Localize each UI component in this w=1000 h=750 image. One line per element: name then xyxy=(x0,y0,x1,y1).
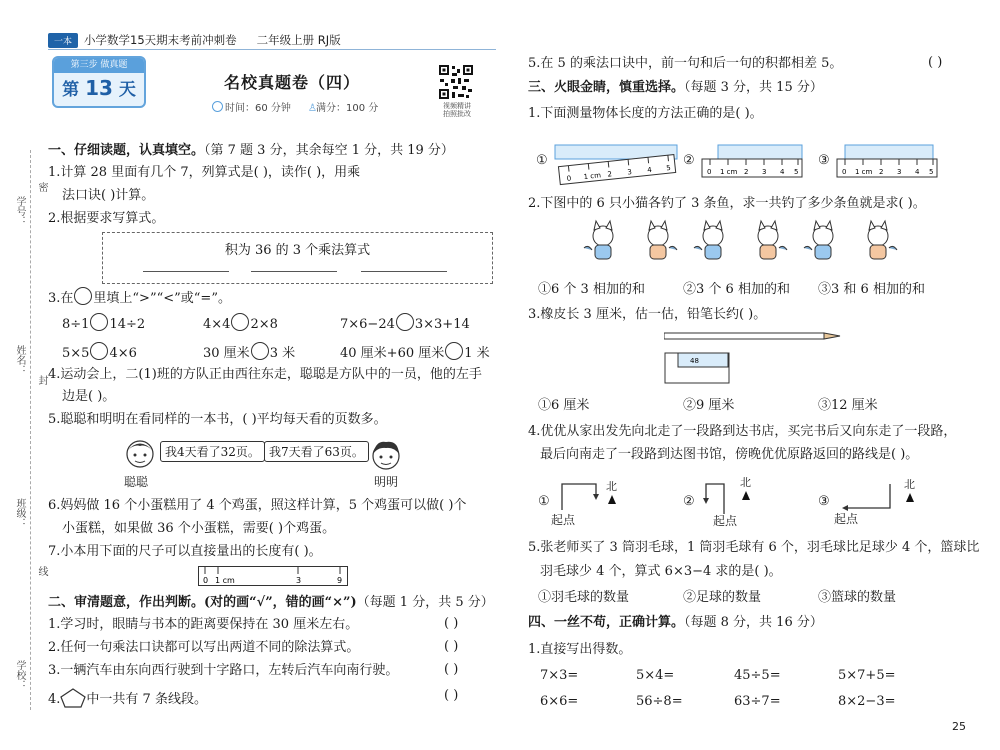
calc-item[interactable]: 5×7+5= xyxy=(838,668,896,683)
name-congcong: 聪聪 xyxy=(124,475,149,489)
compare-circle[interactable] xyxy=(396,313,414,331)
score-text: 满分：100 分 xyxy=(316,103,379,114)
s3-q3-opt2[interactable]: ②9 厘米 xyxy=(683,398,735,413)
day-suffix: 天 xyxy=(118,80,136,100)
speech-bubble-congcong: 我4天看了32页。 xyxy=(160,441,265,462)
north-text: 北 xyxy=(740,476,751,489)
north-arrow-icon xyxy=(906,493,914,502)
expr: 1 米 xyxy=(464,346,490,361)
step-label: 第三步 做真题 xyxy=(54,58,144,73)
route-opt-2-label[interactable]: ② xyxy=(683,494,695,509)
q2-answer-box xyxy=(102,232,493,284)
grade-label: 二年级上册 RJ版 xyxy=(256,33,341,47)
compare-circle[interactable] xyxy=(90,313,108,331)
s1-q4-line2: 边是( )。 xyxy=(62,389,116,404)
qr-caption-line2: 拍照批改 xyxy=(443,110,471,118)
s1-q2: 2.根据要求写算式。 xyxy=(48,211,165,226)
series-title: 小学数学15天期末考前冲刺卷 xyxy=(84,33,237,47)
q2-box-caption: 积为 36 的 3 个乘法算式 xyxy=(224,243,371,258)
judge-answer-4[interactable]: ( ) xyxy=(444,688,459,703)
ruler-measure-option-3[interactable] xyxy=(835,133,939,187)
calc-item[interactable]: 5×4= xyxy=(636,668,675,683)
cat-icon xyxy=(584,221,613,259)
feng-mark: 封 xyxy=(36,375,47,385)
s1-q5: 5.聪聪和明明在看同样的一本书，( )平均每天看的页数多。 xyxy=(48,412,387,427)
tick: 0 xyxy=(842,168,847,176)
section4-title: 四、一丝不苟，正确计算。 xyxy=(528,615,685,630)
tick: 2 xyxy=(879,168,884,176)
tick: 1 cm xyxy=(720,168,738,176)
score-meta xyxy=(308,99,378,114)
tick: 0 xyxy=(707,168,712,176)
compare-circle[interactable] xyxy=(445,342,463,360)
q3-row2-c xyxy=(340,342,490,362)
side-label-school: 学校： xyxy=(14,660,25,690)
judge-answer-5[interactable]: ( ) xyxy=(928,55,943,70)
brand-logo: 一本 xyxy=(48,33,78,48)
speech-bubble-mingming: 我7天看了63页。 xyxy=(264,441,369,462)
s2-q4 xyxy=(48,688,207,708)
expr: 30 厘米 xyxy=(203,346,250,361)
opt-1-label[interactable]: ① xyxy=(536,153,548,168)
judge-answer-2[interactable]: ( ) xyxy=(444,639,459,654)
expr: 2×8 xyxy=(250,317,278,332)
ruler-measure-option-2[interactable] xyxy=(700,133,804,187)
route-opt-1-label[interactable]: ① xyxy=(538,494,550,509)
s3-q3: 3.橡皮长 3 厘米，估一估，铅笔长约( )。 xyxy=(528,307,767,322)
binding-dashed-line xyxy=(30,150,31,710)
q3-row2-b xyxy=(203,342,295,362)
expr: 3 米 xyxy=(269,346,296,361)
start-label-1: 起点 xyxy=(551,513,576,527)
route-opt-3-label[interactable]: ③ xyxy=(818,494,830,509)
tick: 4 xyxy=(646,165,653,175)
s3-q3-opt3[interactable]: ③12 厘米 xyxy=(818,398,878,413)
q3-row1-a xyxy=(62,313,145,333)
day-label xyxy=(54,75,144,100)
section1-score: （第 7 题 3 分，其余每空 1 分，共 19 分） xyxy=(204,143,454,158)
s3-q4-line1: 4.优优从家出发先向北走了一段路到达书店，买完书后又向东走了一段路， xyxy=(528,424,957,439)
s3-q2-opt2[interactable]: ②3 个 6 相加的和 xyxy=(683,282,790,297)
s2-q2: 2.任何一句乘法口诀都可以写出两道不同的除法算式。 xyxy=(48,640,360,655)
section2-score: （每题 1 分，共 5 分） xyxy=(356,595,494,610)
expr: 8÷1 xyxy=(62,317,90,332)
section2-note: (对的画“√”，错的画“×”) xyxy=(204,595,357,610)
tick: 3 xyxy=(627,168,633,177)
calc-item[interactable]: 8×2−3= xyxy=(838,694,896,709)
time-meta xyxy=(212,99,291,114)
s3-q3-opt1[interactable]: ①6 厘米 xyxy=(538,398,590,413)
cat-icon xyxy=(804,221,833,259)
expr: 4×4 xyxy=(203,317,231,332)
s2-q3: 3.一辆汽车由东向西行驶到十字路口，左转后汽车向南行驶。 xyxy=(48,663,399,678)
start-label-2: 起点 xyxy=(713,514,738,528)
section3-heading xyxy=(528,80,823,96)
s3-q5-line2: 羽毛球少 4 个，算式 6×3−4 求的是( )。 xyxy=(540,564,782,579)
section2-title: 二、审清题意，作出判断。 xyxy=(48,595,205,610)
tick: 0 xyxy=(566,174,572,183)
s1-q6-line1: 6.妈妈做 16 个小蛋糕用了 4 个鸡蛋，照这样计算，5 个鸡蛋可以做( )个 xyxy=(48,498,467,513)
cat-icon xyxy=(868,221,897,259)
cat-icon xyxy=(648,221,677,259)
seal-mark: 密 xyxy=(36,182,47,192)
calc-item[interactable]: 45÷5= xyxy=(734,668,781,683)
pentagon-icon xyxy=(60,688,86,708)
s3-q5-opt2[interactable]: ②足球的数量 xyxy=(683,590,762,605)
header-rule xyxy=(48,49,496,50)
s2-q1: 1.学习时，眼睛与书本的距离要保持在 30 厘米左右。 xyxy=(48,617,359,632)
s1-q1-line1: 1.计算 28 里面有几个 7，列算式是( )，读作( )，用乘 xyxy=(48,165,361,180)
exam-title: 名校真题卷（四） xyxy=(224,73,361,92)
route-option-3[interactable] xyxy=(838,480,898,514)
section2-heading xyxy=(48,595,494,611)
section4-heading xyxy=(528,615,823,631)
expr: 40 厘米+60 厘米 xyxy=(340,346,445,361)
q3-suffix: 里填上“>”“<”或“=”。 xyxy=(93,291,231,306)
s3-q5-opt1[interactable]: ①羽毛球的数量 xyxy=(538,590,630,605)
compare-circle[interactable] xyxy=(251,342,269,360)
tick: 5 xyxy=(794,168,799,176)
compare-circle[interactable] xyxy=(90,342,108,360)
ruler-label-1: 1 cm xyxy=(215,576,235,585)
cat-icon xyxy=(758,221,787,259)
q3-row2-a xyxy=(62,342,137,362)
cat-icon xyxy=(694,221,723,259)
eraser-icon xyxy=(664,352,730,384)
tick: 2 xyxy=(607,170,613,179)
q3-prefix: 3.在 xyxy=(48,291,74,306)
s1-q1-line2: 法口诀( )计算。 xyxy=(62,188,155,203)
q4-text: 中一共有 7 条线段。 xyxy=(86,692,207,707)
day-prefix: 第 xyxy=(62,80,80,100)
s3-q2-opt1[interactable]: ①6 个 3 相加的和 xyxy=(538,282,645,297)
page-number: 25 xyxy=(952,720,966,733)
tick: 1 cm xyxy=(855,168,873,176)
s1-q3 xyxy=(48,287,231,307)
calc-item[interactable]: 56÷8= xyxy=(636,694,683,709)
ruler-label-9: 9 xyxy=(337,576,343,585)
tick: 5 xyxy=(929,168,934,176)
page-header xyxy=(48,32,341,48)
s1-q7: 7.小本用下面的尺子可以直接量出的长度有( )。 xyxy=(48,544,322,559)
name-mingming: 明明 xyxy=(374,475,399,489)
tick: 3 xyxy=(762,168,767,176)
answer-line-2[interactable] xyxy=(251,271,337,272)
answer-line-3[interactable] xyxy=(361,271,447,272)
eraser-label: 48 xyxy=(690,357,699,365)
answer-line-1[interactable] xyxy=(143,271,229,272)
s3-q1: 1.下面测量物体长度的方法正确的是( )。 xyxy=(528,106,763,121)
s3-q5-line1: 5.张老师买了 3 筒羽毛球，1 筒羽毛球有 6 个，羽毛球比足球少 4 个，篮球比 xyxy=(528,540,980,555)
pencil-icon xyxy=(664,331,844,341)
north-text: 北 xyxy=(606,480,617,493)
person-icon: ♙ xyxy=(308,103,317,114)
six-cats-fishing-illustration xyxy=(578,218,908,268)
judge-answer-1[interactable]: ( ) xyxy=(444,616,459,631)
north-text: 北 xyxy=(904,478,915,491)
north-marker-3 xyxy=(904,476,915,505)
tick: 3 xyxy=(897,168,902,176)
s2-q5: 5.在 5 的乘法口诀中，前一句和后一句的积都相差 5。 xyxy=(528,56,843,71)
s3-q2-opt3[interactable]: ③3 和 6 相加的和 xyxy=(818,282,925,297)
section1-heading xyxy=(48,143,454,159)
side-label-name: 姓名： xyxy=(14,345,25,375)
ruler-label-0: 0 xyxy=(203,576,209,585)
q3-row1-c xyxy=(340,313,470,333)
section3-title: 三、火眼金睛，慎重选择。 xyxy=(528,80,685,95)
q4-prefix: 4. xyxy=(48,692,61,707)
s1-q4-line1: 4.运动会上，二(1)班的方队正由西往东走，聪聪是方队中的一员，他的左手 xyxy=(48,367,482,382)
expr: 14÷2 xyxy=(109,317,146,332)
expr: 5×5 xyxy=(62,346,90,361)
north-arrow-icon xyxy=(742,491,750,500)
q3-row1-b xyxy=(203,313,278,333)
side-label-id: 学号： xyxy=(14,196,25,226)
time-text: 时间：60 分钟 xyxy=(225,103,291,114)
tick: 2 xyxy=(744,168,749,176)
boy-congcong-icon xyxy=(120,434,160,474)
s4-q1: 1.直接写出得数。 xyxy=(528,642,632,657)
day-number: 13 xyxy=(85,76,113,100)
section1-title: 一、仔细读题，认真填空。 xyxy=(48,143,205,158)
xian-mark: 线 xyxy=(36,566,47,576)
north-marker-1 xyxy=(606,478,617,507)
judge-answer-3[interactable]: ( ) xyxy=(444,662,459,677)
compare-circle[interactable] xyxy=(74,287,92,305)
day-badge xyxy=(52,56,146,108)
expr: 4×6 xyxy=(109,346,137,361)
s3-q5-opt3[interactable]: ③篮球的数量 xyxy=(818,590,897,605)
s3-q4-line2: 最后向南走了一段路到达图书馆，傍晚优优原路返回的路线是( )。 xyxy=(540,447,919,462)
qr-code-icon[interactable] xyxy=(438,64,474,100)
broken-ruler xyxy=(198,566,348,586)
opt-2-label[interactable]: ② xyxy=(683,153,695,168)
qr-caption-line1: 视频精讲 xyxy=(443,102,471,110)
boy-mingming-icon xyxy=(366,436,406,476)
calc-item[interactable]: 7×3= xyxy=(540,668,579,683)
north-marker-2 xyxy=(740,474,751,503)
tick: 1 cm xyxy=(583,171,602,182)
opt-3-label[interactable]: ③ xyxy=(818,153,830,168)
expr: 7×6−24 xyxy=(340,317,395,332)
section4-score: （每题 8 分，共 16 分） xyxy=(684,615,823,630)
compare-circle[interactable] xyxy=(231,313,249,331)
s1-q6-line2: 小蛋糕，如果做 36 个小蛋糕，需要( )个鸡蛋。 xyxy=(62,521,336,536)
tick: 4 xyxy=(915,168,920,176)
start-label-3: 起点 xyxy=(834,512,859,526)
tick: 4 xyxy=(780,168,785,176)
expr: 3×3+14 xyxy=(414,317,470,332)
calc-item[interactable]: 6×6= xyxy=(540,694,579,709)
section3-score: （每题 3 分，共 15 分） xyxy=(684,80,823,95)
north-arrow-icon xyxy=(608,495,616,504)
clock-icon xyxy=(212,101,223,112)
s3-q2: 2.下图中的 6 只小猫各钓了 3 条鱼，求一共钓了多少条鱼就是求( )。 xyxy=(528,196,926,211)
qr-caption xyxy=(434,102,480,118)
ruler-measure-option-1[interactable] xyxy=(553,133,683,187)
tick: 5 xyxy=(665,163,672,173)
calc-item[interactable]: 63÷7= xyxy=(734,694,781,709)
route-option-1[interactable] xyxy=(556,480,606,514)
ruler-label-3: 3 xyxy=(296,576,302,585)
side-label-class: 班级： xyxy=(14,498,25,528)
